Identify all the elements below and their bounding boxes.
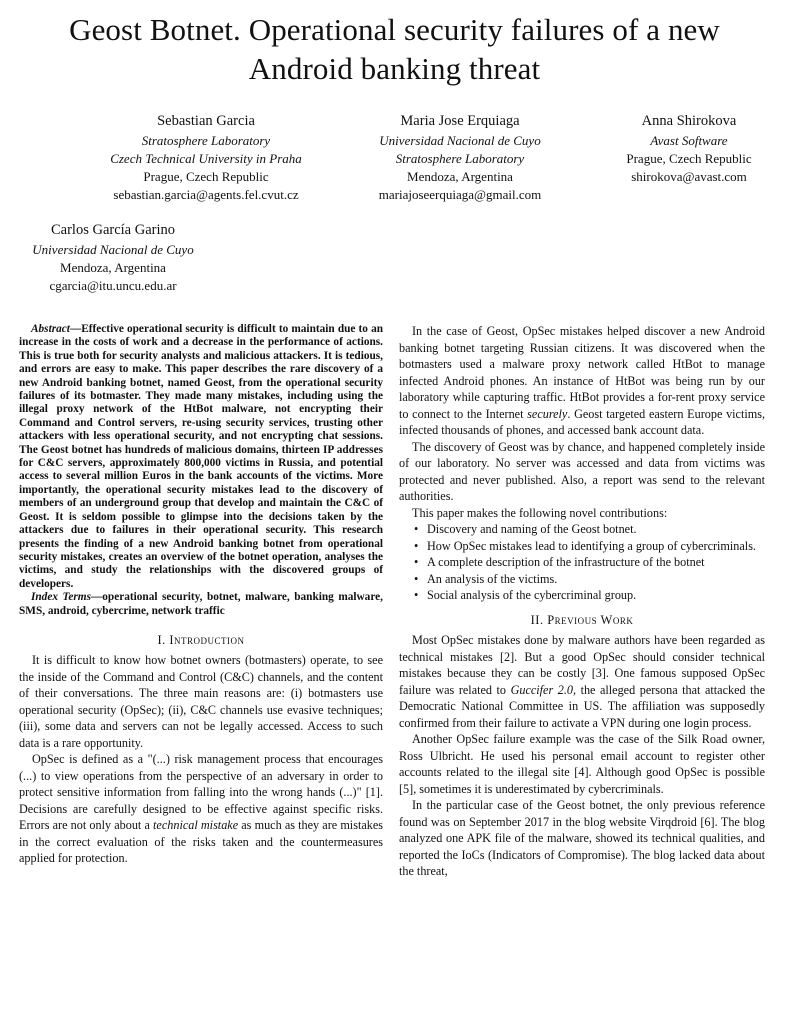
- author-name: Anna Shirokova: [641, 113, 737, 129]
- list-item: • Social analysis of the cybercriminal group.: [414, 588, 637, 602]
- author-block-4: [11, 221, 215, 295]
- author-email[interactable]: shirokova@avast.com: [631, 169, 747, 184]
- intro-paragraph-1: It is difficult to know how botnet owners (botmasters) operate, to see the inside of the Command and Control (C&C) channels, and the content of their conversations. The three main reasons are: (i) botmasters use operational security (OpSec); (ii), C&C channels use evasive techniques; (iii), some data and servers can not be legally accessed. Access to such data is a rare opportunity.: [19, 653, 383, 750]
- previous-work-paragraph-3: In the particular case of the Geost botnet, the only previous reference found was on September 2017 in the blog website Virqdroid [6]. The blog analyzed one APK file of the malware, showed its technical qualities, and reported the IoCs (Indicators of Compromise). The blog lacked data about the threat,: [399, 798, 765, 878]
- author-name: Maria Jose Erquiaga: [400, 113, 520, 129]
- index-terms-label: Index Terms: [31, 591, 91, 604]
- index-terms-text: —operational security, botnet, malware, banking malware, SMS, android, cybercrime, network traffic: [19, 591, 383, 617]
- title-line-1: Geost Botnet. Operational security failures of a new: [69, 12, 720, 47]
- section-title: Introduction: [169, 632, 245, 647]
- right-paragraph-2: The discovery of Geost was by chance, and happened completely inside of our laboratory. No server was accessed and data from victims was protected and never published. Also, a report was send to the relevant authorities.: [399, 439, 765, 503]
- right-column: [399, 323, 765, 880]
- previous-work-paragraph-1: Most OpSec mistakes done by malware authors have been regarded as technical mistakes [2]. But a good OpSec should consider technical mistakes because they can be costly [3]. One famous supposed OpSec failure was related to Guccifer 2.0, the alleged persona that attacked the Democratic National Committee in US. The affiliation was supposedly confirmed from their failure to activate a VPN during one login process.: [399, 633, 766, 730]
- author-location: Mendoza, Argentina: [407, 169, 513, 184]
- author-name: Sebastian Garcia: [157, 113, 255, 129]
- author-block-1: [56, 112, 356, 204]
- author-affiliation: Universidad Nacional de Cuyo: [379, 133, 541, 148]
- author-affiliation: Czech Technical University in Praha: [110, 151, 302, 166]
- title-line-2: Android banking threat: [248, 51, 541, 86]
- previous-work-paragraph-2: Another OpSec failure example was the case of the Silk Road owner, Ross Ulbricht. He used his personal email account to register other accounts related to the illegal site [4]. Although good OpSec is possible [5], sometimes it is underestimated by cybercriminals.: [399, 732, 765, 796]
- author-affiliation: Avast Software: [650, 133, 728, 148]
- abstract-text: —Effective operational security is difficult to maintain due to an increase in the costs of work and a decrease in the performance of actions. This is true both for security analysts and malicious attackers. It is tedious, and errors are easy to make. This paper describes the rare discovery of a new Android banking botnet, named Geost, from the operational security failures of its botmaster. They made many mistakes, including using the illegal proxy network of the HtBot malware, not encrypting their Command and Control servers, re-using security services, trusting other attackers with less operational security, and not encrypting chat sessions. The Geost botnet has hundreds of malicious domains, thirteen IP addresses for C&C servers, approximately 800,000 victims in Russia, and potential access to several million Euros in the bank accounts of the victims. More importantly, the operational security mistakes lead to the discovery of members of an underground group that develop and maintain the C&C of Geost. It is seldom possible to glimpse into the decisions taken by the attackers due to failures in their operational security. This research presents the finding of a new Android banking botnet from operational security mistakes, creates an overview of the botnet operation, analyses the victims, and study the relationships with the discovered groups of developers.: [19, 323, 383, 590]
- author-block-3: [594, 112, 784, 186]
- section-number: I.: [157, 632, 166, 647]
- emphasis: Guccifer 2.0: [510, 682, 573, 697]
- author-email[interactable]: cgarcia@itu.uncu.edu.ar: [49, 278, 177, 293]
- contribution-list: [399, 521, 765, 604]
- bullet-icon: •: [414, 555, 419, 569]
- bullet-icon: •: [414, 588, 419, 602]
- left-column: [19, 323, 383, 867]
- author-affiliation: Universidad Nacional de Cuyo: [32, 242, 194, 257]
- intro-paragraph-2: OpSec is defined as a "(...) risk management process that encourages (...) to view operations from the perspective of an adversary in order to protect sensitive information from falling into the wrong hands (...)" [1]. Decisions are carefully designed to be effective against specific risks. Errors are not only about a technical mistake as much as they are mistakes in the correct evaluation of the risks taken and the countermeasures applied for protection.: [19, 752, 383, 866]
- author-affiliation: Stratosphere Laboratory: [395, 151, 525, 166]
- list-item: • How OpSec mistakes lead to identifying a group of cybercriminals.: [414, 538, 756, 553]
- author-location: Prague, Czech Republic: [626, 151, 752, 166]
- author-name: Carlos García Garino: [50, 222, 175, 238]
- bullet-icon: •: [414, 571, 419, 586]
- list-item: • Discovery and naming of the Geost botnet.: [414, 522, 637, 536]
- author-affiliation: Stratosphere Laboratory: [141, 133, 271, 148]
- abstract: [19, 323, 383, 591]
- section-heading-previous-work: [399, 612, 765, 629]
- author-location: Prague, Czech Republic: [143, 169, 269, 184]
- author-email[interactable]: sebastian.garcia@agents.fel.cvut.cz: [113, 187, 299, 202]
- section-number: II.: [530, 612, 544, 627]
- list-item: • An analysis of the victims.: [414, 571, 558, 586]
- list-item: • A complete description of the infrastructure of the botnet: [414, 555, 705, 569]
- abstract-label: Abstract: [31, 323, 70, 335]
- index-terms: [19, 591, 383, 618]
- author-location: Mendoza, Argentina: [60, 260, 166, 275]
- author-block-2: [335, 112, 585, 204]
- right-paragraph-3: This paper makes the following novel contributions:: [412, 505, 668, 520]
- paper-title: [0, 10, 789, 88]
- emphasis: technical mistake: [153, 818, 239, 833]
- author-email[interactable]: mariajoseerquiaga@gmail.com: [378, 187, 542, 202]
- section-title: Previous Work: [547, 612, 634, 627]
- right-paragraph-1: In the case of Geost, OpSec mistakes helped discover a new Android banking botnet targeting Russian citizens. It was discovered when the botmasters used a malware proxy network called HtBot to manage infected Android phones. An instance of HtBot was being run by our laboratory while capturing traffic. HtBot provides a for-rent proxy service to connect to the Internet securely. Geost targeted eastern Europe victims, infected thousands of phones, and accessed bank account data.: [399, 324, 765, 437]
- bullet-icon: •: [414, 522, 419, 536]
- emphasis: securely: [527, 406, 568, 421]
- section-heading-introduction: [19, 632, 383, 649]
- bullet-icon: •: [414, 538, 419, 553]
